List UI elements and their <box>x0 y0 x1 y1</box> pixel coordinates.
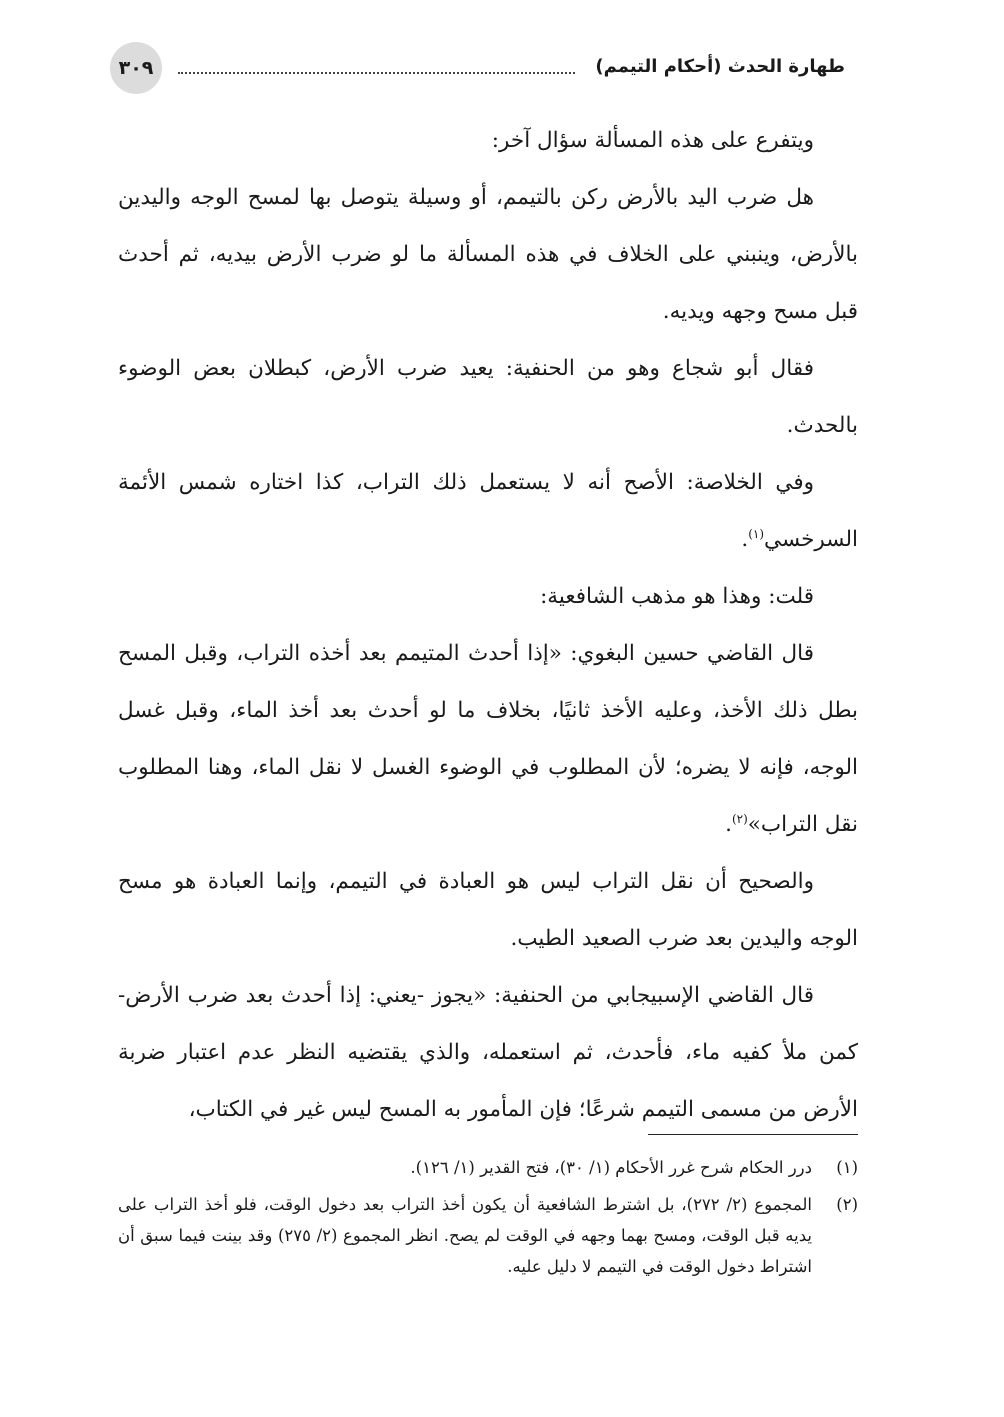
paragraph-text: وفي الخلاصة: الأصح أنه لا يستعمل ذلك التراب، كذا اختاره شمس الأئمة السرخسي <box>118 470 858 552</box>
footnote-separator <box>648 1134 858 1135</box>
paragraph-end: . <box>725 812 732 837</box>
paragraph: ويتفرع على هذه المسألة سؤال آخر: <box>491 128 814 153</box>
page-header <box>110 42 845 98</box>
paragraph <box>118 625 858 853</box>
paragraph: والصحيح أن نقل التراب ليس هو العبادة في التيمم، وإنما العبادة هو مسح الوجه واليدين بعد ضرب الصعيد الطيب. <box>118 869 858 951</box>
footnote-number: (١) <box>836 1158 858 1177</box>
paragraph-text: قال القاضي حسين البغوي: «إذا أحدث المتيمم بعد أخذه التراب، وقبل المسح بطل ذلك الأخذ، وعليه الأخذ ثانيًا، بخلاف ما لو أحدث بعد أخذ الماء، وقبل غسل الوجه، فإنه لا يضره؛ لأن المطلوب في الوضوء الغسل لا نقل الماء، وهنا المطلوب نقل التراب» <box>118 641 858 837</box>
dot-leader <box>178 72 575 74</box>
footnote <box>118 1189 858 1282</box>
footnote <box>118 1152 858 1183</box>
paragraph <box>118 454 858 568</box>
running-title: طهارة الحدث (أحكام التيمم) <box>589 56 845 77</box>
footnote-ref-2[interactable]: (٢) <box>731 811 748 826</box>
footnote-ref-1[interactable]: (١) <box>748 526 765 541</box>
paragraph: قلت: وهذا هو مذهب الشافعية: <box>540 584 814 609</box>
footnote-text: درر الحكام شرح غرر الأحكام (١/ ٣٠)، فتح القدير (١/ ١٢٦). <box>410 1158 812 1177</box>
page-number-badge: ٣٠٩ <box>110 42 162 94</box>
paragraph-end: . <box>741 527 749 552</box>
main-text <box>118 112 858 1138</box>
paragraph: هل ضرب اليد بالأرض ركن بالتيمم، أو وسيلة يتوصل بها لمسح الوجه واليدين بالأرض، وينبني على الخلاف في هذه المسألة ما لو ضرب الأرض بيديه، ثم أحدث قبل مسح وجهه ويديه. <box>118 185 858 324</box>
footnote-text: المجموع (٢/ ٢٧٢)، بل اشترط الشافعية أن يكون أخذ التراب بعد دخول الوقت، فلو أخذ التراب على يديه قبل الوقت، ومسح بهما وجهه في الوقت لم يصح. انظر المجموع (٢/ ٢٧٥) وقد بينت فيما سبق أن اشتراط دخول الوقت في التيمم لا دليل عليه. <box>118 1195 812 1276</box>
footnote-number: (٢) <box>836 1195 858 1214</box>
paragraph: فقال أبو شجاع وهو من الحنفية: يعيد ضرب الأرض، كبطلان بعض الوضوء بالحدث. <box>118 356 858 438</box>
paragraph: قال القاضي الإسبيجابي من الحنفية: «يجوز -يعني: إذا أحدث بعد ضرب الأرض- كمن ملأ كفيه ماء، فأحدث، ثم استعمله، والذي يقتضيه النظر عدم اعتبار ضربة الأرض من مسمى التيمم شرعًا؛ فإن المأمور به المسح ليس غير في الكتاب، <box>118 983 858 1122</box>
footnotes <box>118 1152 858 1288</box>
